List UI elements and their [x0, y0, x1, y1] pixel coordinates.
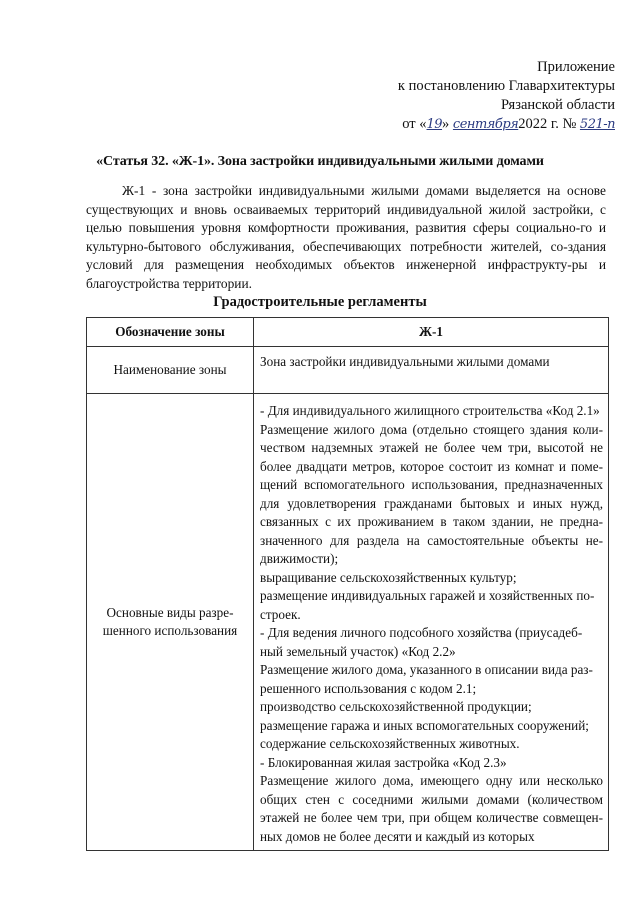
appendix-label: Приложение: [537, 59, 615, 75]
date-mid: »: [442, 116, 453, 132]
use-item: - Для индивидуального жилищного строительства «Код 2.1»: [260, 403, 600, 418]
zone-name-label: Наименование зоны: [87, 347, 254, 394]
table-header-row: [87, 318, 609, 347]
handwritten-month: сентября: [452, 117, 519, 132]
use-item: Размещение жилого дома, указанного в описании вида раз-решенного использования с кодом 2.1;: [260, 662, 593, 696]
zone-code-header: Ж-1: [254, 318, 609, 347]
use-item: размещение гаража и иных вспомогательных сооружений;: [260, 717, 589, 733]
date-number-line: [398, 115, 615, 134]
main-uses-label: Основные виды разре-шенного использования: [87, 394, 254, 851]
zone-name-value: Зона застройки индивидуальными жилыми домами: [254, 347, 609, 394]
use-item: размещение индивидуальных гаражей и хозяйственных по-строек.: [260, 588, 595, 622]
use-item: Размещение жилого дома, имеющего одну или несколько общих стен с соседними жилыми домами (количеством этажей не более чем три, при общем количестве совмещен-ных домов не более десяти и каждый из которых: [260, 773, 603, 844]
use-item: производство сельскохозяйственной продукции;: [260, 699, 532, 714]
use-item: выращивание сельскохозяйственных культур;: [260, 569, 517, 585]
use-item: - Для ведения личного подсобного хозяйства (приусадеб-ный земельный участок) «Код 2.2»: [260, 625, 583, 659]
article-title: «Статья 32. «Ж-1». Зона застройки индивидуальными жилыми домами: [96, 154, 544, 169]
regulations-title: Градостроительные регламенты: [213, 294, 427, 310]
use-item: - Блокированная жилая застройка «Код 2.3»: [260, 754, 507, 770]
use-item: содержание сельскохозяйственных животных.: [260, 736, 520, 751]
handwritten-number: 521-п: [579, 117, 615, 132]
resolution-line: к постановлению Главархитектуры: [397, 78, 615, 94]
intro-paragraph: Ж-1 - зона застройки индивидуальными жилыми домами выделяется на основе существующих и вновь осваиваемых территорий индивидуальной жилой застройки, с целью повышения уровня комфортности проживания, развития сферы социально-го и культурно-бытового обслуживания, обеспечивающих потребности жителей, со-здания условий для размещения необходимых объектов инженерной инфраструкту-ры и благоустройства территории.: [86, 183, 606, 291]
zone-designation-header: Обозначение зоны: [87, 318, 254, 347]
use-item: Размещение жилого дома (отдельно стоящего здания коли-чеством надземных этажей не более чем три, высотой не более двадцати метров, которое состоит из комнат и поме-щений вспомогательного использования, предназначенных для удовлетворения гражданами бытовых и иных нужд, связанных с их проживанием в таком здании, не предна-значенного для раздела на самостоятельные объекты не-движимости);: [260, 421, 603, 566]
date-suffix: 2022 г. №: [518, 116, 577, 132]
table-row: [87, 394, 609, 851]
region-line: Рязанской области: [501, 97, 615, 113]
main-uses-cell: [254, 394, 609, 851]
handwritten-day: 19: [426, 117, 443, 132]
regulations-table: [86, 317, 609, 851]
appendix-header: [398, 58, 615, 134]
table-row: [87, 347, 609, 394]
date-prefix: от «: [402, 116, 427, 132]
